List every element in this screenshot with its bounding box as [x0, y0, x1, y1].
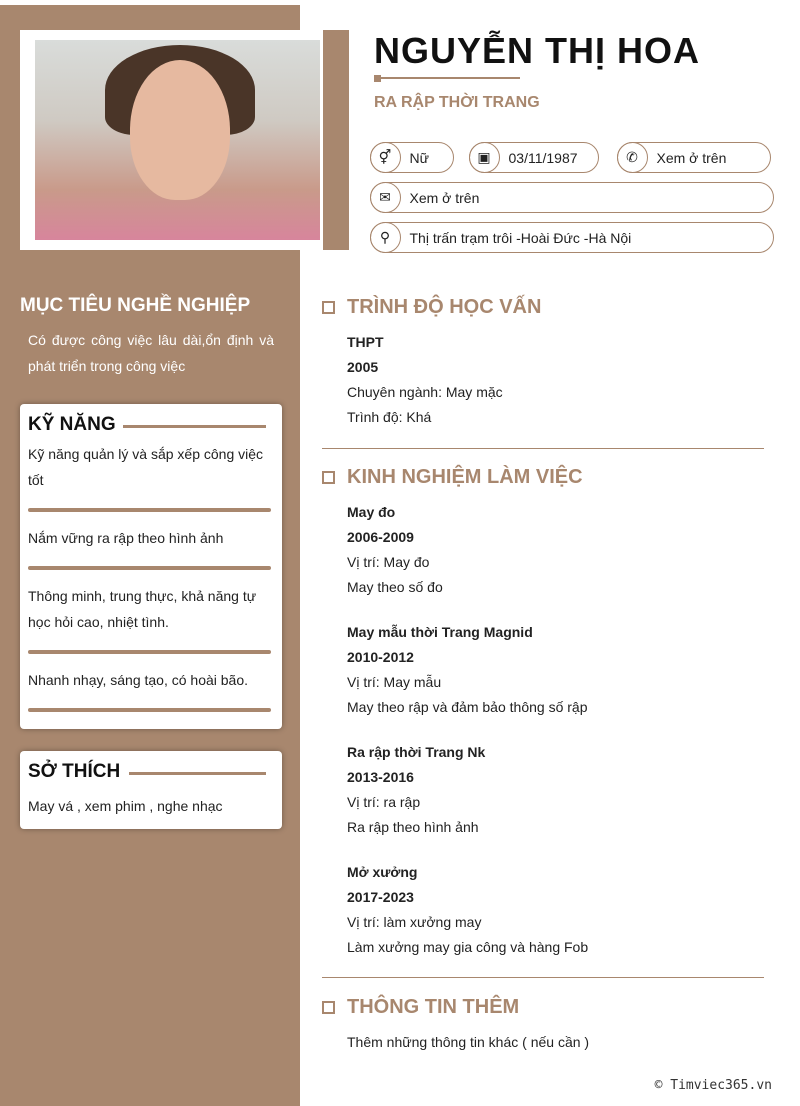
experience-entry — [347, 620, 587, 720]
skill-bar — [28, 708, 271, 712]
experience-heading — [322, 466, 583, 489]
location-pin-icon: ⚲ — [370, 222, 401, 253]
experience-entry — [347, 740, 485, 840]
email-value: Xem ở trên — [409, 189, 480, 206]
education-year: 2005 — [347, 359, 379, 375]
experience-period: 2013-2016 — [347, 769, 414, 785]
gender-pill — [370, 142, 454, 173]
experience-period: 2006-2009 — [347, 529, 414, 545]
objective-heading: MỤC TIÊU NGHỀ NGHIỆP — [20, 295, 251, 316]
birthday-value: 03/11/1987 — [508, 149, 578, 166]
calendar-icon: ▣ — [469, 142, 500, 173]
extra-info-heading-text: THÔNG TIN THÊM — [347, 996, 520, 1018]
address-pill — [370, 222, 774, 253]
hobbies-heading-line — [129, 772, 266, 775]
education-entry — [347, 330, 503, 430]
decor-bar — [323, 30, 349, 250]
phone-pill — [617, 142, 771, 173]
extra-info-heading — [322, 996, 519, 1019]
experience-position: Vị trí: làm xưởng may — [347, 914, 482, 930]
skill-item: Thông minh, trung thực, khả năng tự học hỏi cao, nhiệt tình. — [28, 588, 257, 630]
experience-position: Vị trí: ra rập — [347, 794, 421, 810]
skills-card — [20, 404, 282, 729]
experience-company: May mẫu thời Trang Magnid — [347, 624, 533, 640]
name-underline — [374, 77, 520, 79]
education-heading-text: TRÌNH ĐỘ HỌC VẤN — [347, 296, 542, 318]
section-divider — [322, 977, 764, 978]
experience-position: Vị trí: May đo — [347, 554, 430, 570]
footer-watermark: © Timviec365.vn — [654, 1078, 772, 1093]
experience-description: Ra rập theo hình ảnh — [347, 819, 479, 835]
gender-value: Nữ — [409, 149, 429, 166]
profile-photo — [35, 40, 320, 240]
checkbox-square-icon — [322, 1001, 335, 1014]
hobbies-text: May vá , xem phim , nghe nhạc — [28, 798, 223, 814]
skill-item: Nắm vững ra rập theo hình ảnh — [28, 530, 224, 546]
education-school: THPT — [347, 334, 384, 350]
education-heading — [322, 296, 541, 319]
phone-value: Xem ở trên — [656, 149, 727, 166]
job-title: RA RẬP THỜI TRANG — [374, 94, 540, 111]
experience-heading-text: KINH NGHIỆM LÀM VIỆC — [347, 466, 583, 488]
extra-info-text: Thêm những thông tin khác ( nếu cần ) — [347, 1034, 590, 1050]
hobbies-heading: SỞ THÍCH — [28, 761, 121, 782]
experience-company: May đo — [347, 504, 396, 520]
experience-description: May theo số đo — [347, 579, 443, 595]
phone-icon: ✆ — [617, 142, 648, 173]
candidate-name: NGUYỄN THỊ HOA — [374, 30, 701, 71]
section-divider — [322, 448, 764, 449]
experience-period: 2010-2012 — [347, 649, 414, 665]
gender-icon: ⚥ — [370, 142, 401, 173]
name-underline-dot — [374, 75, 381, 82]
experience-entry — [347, 500, 443, 600]
envelope-icon: ✉ — [370, 182, 401, 213]
experience-company: Mở xưởng — [347, 864, 418, 880]
skill-bar — [28, 650, 271, 654]
checkbox-square-icon — [322, 301, 335, 314]
education-level: Trình độ: Khá — [347, 409, 432, 425]
skill-item: Kỹ năng quản lý và sắp xếp công việc tốt — [28, 446, 264, 488]
education-major: Chuyên ngành: May mặc — [347, 384, 503, 400]
address-value: Thị trấn trạm trôi -Hoài Đức -Hà Nội — [409, 229, 632, 246]
checkbox-square-icon — [322, 471, 335, 484]
experience-entry — [347, 860, 588, 960]
skill-bar — [28, 566, 271, 570]
experience-description: Làm xưởng may gia công và hàng Fob — [347, 939, 589, 955]
birthday-pill — [469, 142, 599, 173]
skill-bar — [28, 508, 271, 512]
experience-description: May theo rập và đảm bảo thông số rập — [347, 699, 588, 715]
experience-period: 2017-2023 — [347, 889, 414, 905]
skill-item: Nhanh nhạy, sáng tạo, có hoài bão. — [28, 672, 249, 688]
experience-position: Vị trí: May mẫu — [347, 674, 442, 690]
hobbies-card — [20, 751, 282, 829]
skills-heading: KỸ NĂNG — [28, 414, 116, 435]
experience-company: Ra rập thời Trang Nk — [347, 744, 486, 760]
email-pill — [370, 182, 774, 213]
skills-heading-line — [123, 425, 266, 428]
objective-text: Có được công việc lâu dài,ổn định và phát triển trong công việc — [28, 332, 274, 374]
